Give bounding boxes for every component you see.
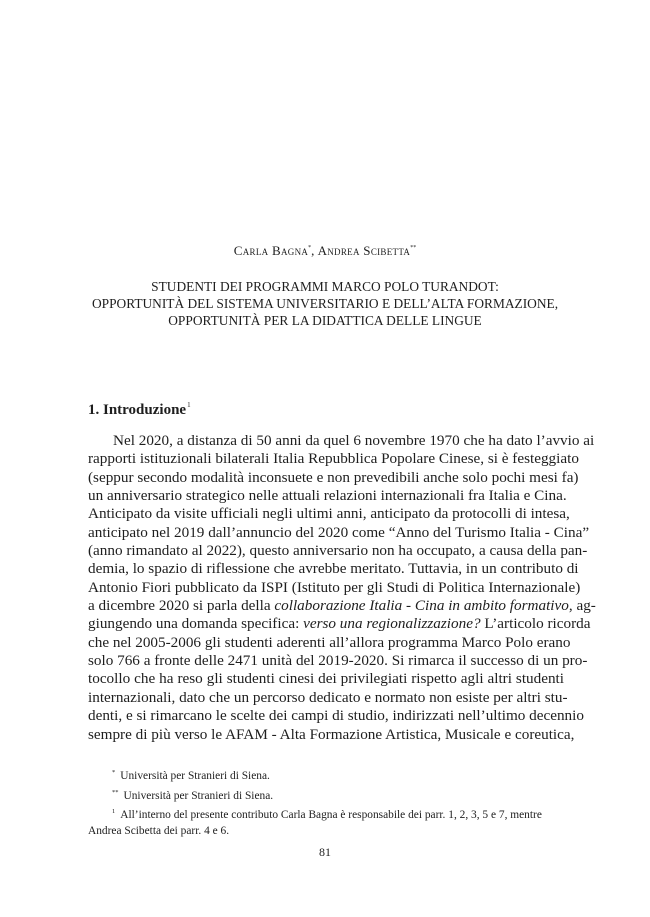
footnote-continuation: Andrea Scibetta dei parr. 4 e 6.: [88, 824, 230, 837]
line-text: giungendo una domanda specifica:: [88, 615, 304, 633]
author-line: [0, 243, 650, 259]
footnote: [88, 804, 564, 824]
paragraph-line: Nel 2020, a distanza di 50 anni da quel 6 novembre 1970 che ha dato l’avvio ai: [113, 432, 595, 449]
paragraph-line: Anticipato da visite ufficiali negli ultimi anni, anticipato da protocolli di intesa,: [88, 505, 570, 523]
author-name: Andrea Scibetta: [317, 243, 411, 258]
author-name: Carla Bagna: [233, 243, 309, 258]
paragraph-line: un anniversario strategico nelle attuali relazioni internazionali fra Italia e Cina.: [88, 487, 567, 505]
footnote-ref: 1: [187, 401, 191, 409]
paragraph-line: demia, lo spazio di riflessione che avrebbe meritato. Tuttavia, in un contributo di: [88, 560, 579, 578]
title-line: STUDENTI DEI PROGRAMMI MARCO POLO TURANDOT:: [151, 279, 499, 294]
section-heading: [88, 401, 191, 419]
line-text: , ag-: [568, 597, 596, 615]
title-line: OPPORTUNITÀ PER LA DIDATTICA DELLE LINGUE: [168, 313, 482, 328]
paragraph-line: internazionali, dato che un percorso dedicato e normato non esiste per altri stu-: [88, 688, 568, 706]
paragraph-line: (seppur secondo modalità inconsuete e non prevedibili anche solo pochi mesi fa): [88, 468, 579, 486]
paragraph-line: Antonio Fiori pubblicato da ISPI (Istituto per gli Studi di Politica Internazionale): [88, 578, 581, 596]
paragraph-line: tocollo che ha reso gli studenti cinesi dei privilegiati rispetto agli altri studenti: [88, 670, 564, 688]
footnotes: [88, 765, 564, 839]
line-text: a dicembre 2020 si parla della: [88, 597, 275, 615]
footnote: [88, 785, 564, 805]
author-footnote-mark: **: [410, 245, 417, 251]
page-number: 81: [319, 845, 331, 859]
paragraph-line: [88, 597, 596, 615]
paragraph-line: solo 766 a fronte delle 2471 unità del 2019-2020. Si rimarca il successo di un pro-: [88, 652, 588, 670]
italic-phrase: verso una regionalizzazione?: [303, 615, 481, 633]
body-paragraph: [88, 432, 596, 744]
paragraph-line: [88, 615, 591, 633]
footnote: [88, 765, 564, 785]
line-text: L’articolo ricorda: [480, 615, 591, 633]
paragraph-line: (anno rimandato al 2022), questo anniversario non ha occupato, a causa della pan-: [88, 542, 588, 560]
footnote-text: Università per Stranieri di Siena.: [120, 770, 270, 782]
paragraph-line: rapporti istituzionali bilaterali Italia Repubblica Popolare Cinese, si è festeggiato: [88, 450, 579, 468]
author-separator: ,: [311, 243, 318, 258]
paragraph-line: che nel 2005-2006 gli studenti aderenti all’allora programma Marco Polo erano: [88, 633, 571, 651]
article-title: [60, 278, 590, 329]
footnote-mark: *: [112, 769, 116, 776]
italic-phrase: collaborazione Italia - Cina in ambito formativo: [274, 597, 569, 615]
title-line: OPPORTUNITÀ DEL SISTEMA UNIVERSITARIO E DELL’ALTA FORMAZIONE,: [91, 296, 559, 311]
footnote-mark: **: [112, 788, 119, 796]
paragraph-line: sempre di più verso le AFAM - Alta Formazione Artistica, Musicale e coreutica,: [88, 725, 575, 743]
author-footnote-mark: *: [308, 245, 312, 251]
footnote-mark: 1: [112, 808, 116, 815]
footnote-text: All’interno del presente contributo Carla Bagna è responsabile dei parr. 1, 2, 3, 5 e 7, mentre: [120, 809, 542, 821]
paragraph-line: anticipato nel 2019 dall’annuncio del 2020 come “Anno del Turismo Italia - Cina”: [88, 523, 590, 541]
footnote-text: Università per Stranieri di Siena.: [123, 789, 274, 802]
paragraph-line: denti, e si rimarcano le scelte dei campi di studio, indirizzati nell’ultimo decennio: [88, 707, 584, 725]
section-heading-text: 1. Introduzione: [88, 402, 187, 418]
